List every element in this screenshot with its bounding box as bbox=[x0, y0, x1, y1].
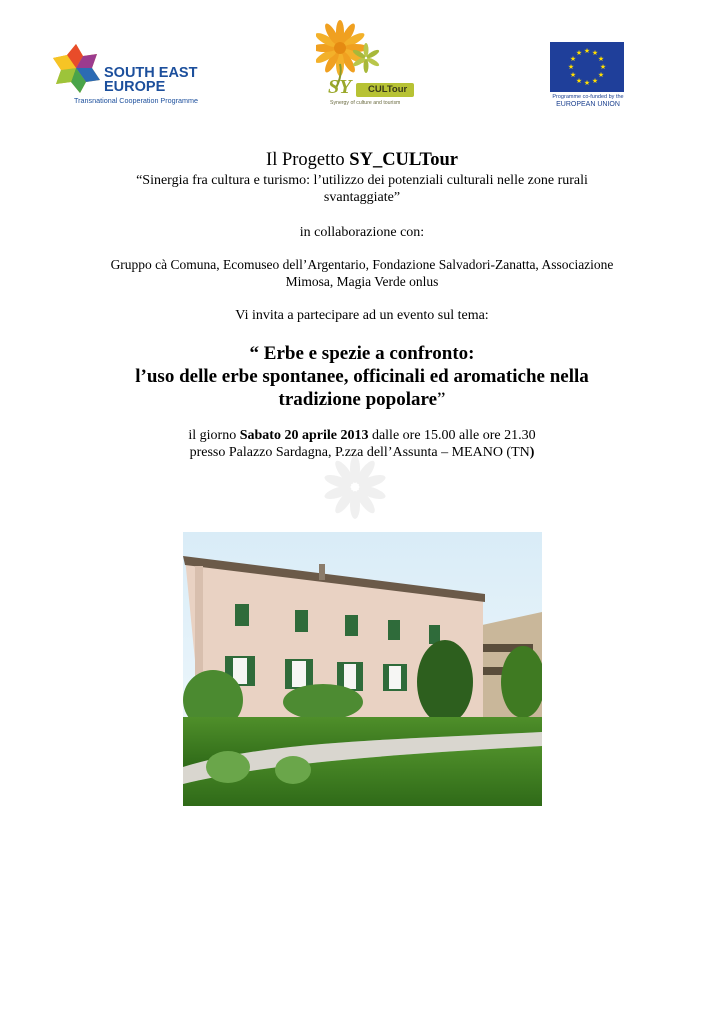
see-subtitle: Transnational Cooperation Programme bbox=[74, 96, 198, 105]
svg-text:★: ★ bbox=[567, 63, 575, 71]
page-title bbox=[0, 150, 724, 171]
svg-text:★: ★ bbox=[583, 47, 591, 55]
eu-cofunded-text: Programme co-funded by the bbox=[552, 94, 624, 100]
event-title-line3 bbox=[0, 388, 724, 411]
date-prefix: il giorno bbox=[188, 428, 240, 443]
palazzo-sardagna-photo bbox=[183, 532, 542, 806]
partners-line2: Mimosa, Magia Verde onlus bbox=[285, 274, 439, 289]
invite-text: Vi invita a partecipare ad un evento sul tema: bbox=[235, 308, 489, 323]
date-time: dalle ore 15.00 alle ore 21.30 bbox=[368, 428, 536, 443]
svg-text:★: ★ bbox=[591, 77, 599, 85]
svg-text:★: ★ bbox=[583, 79, 591, 87]
location-close-paren: ) bbox=[529, 445, 535, 460]
subtitle-line2: svantaggiate” bbox=[323, 190, 401, 205]
title-prefix: Il Progetto bbox=[266, 150, 350, 170]
sy-cultour-logo bbox=[316, 20, 420, 120]
svg-text:★: ★ bbox=[569, 71, 577, 79]
svg-text:★: ★ bbox=[569, 55, 577, 63]
watermark-flower-icon bbox=[300, 455, 410, 535]
svg-text:★: ★ bbox=[599, 63, 607, 71]
see-title-line2: EUROPE bbox=[104, 79, 166, 95]
svg-text:★: ★ bbox=[597, 71, 605, 79]
eu-logo bbox=[548, 42, 628, 112]
south-east-europe-star-icon bbox=[50, 42, 102, 94]
south-east-europe-logo bbox=[50, 42, 210, 104]
date-value: Sabato 20 aprile 2013 bbox=[239, 428, 369, 443]
svg-text:★: ★ bbox=[591, 49, 599, 57]
svg-text:★: ★ bbox=[575, 49, 583, 57]
event-title-line3-text: tradizione popolare bbox=[278, 389, 438, 410]
project-name: SY_CULTour bbox=[349, 150, 458, 170]
partners-line1: Gruppo cà Comuna, Ecomuseo dell’Argentario, Fondazione Salvadori-Zanatta, Associazione bbox=[110, 257, 614, 272]
event-date bbox=[0, 427, 724, 444]
eu-union-text: EUROPEAN UNION bbox=[556, 101, 620, 108]
subtitle-line1: “Sinergia fra cultura e turismo: l’utilizzo dei potenziali culturali nelle zone rurali bbox=[136, 173, 588, 188]
location-text: presso Palazzo Sardagna, P.zza dell’Assunta – MEANO (TN bbox=[189, 445, 530, 460]
sy-mark: SY bbox=[328, 76, 352, 98]
eu-flag-icon bbox=[550, 42, 624, 92]
event-title-close-quote: ” bbox=[437, 389, 446, 410]
collaboration-text: in collaborazione con: bbox=[299, 225, 425, 240]
cultour-name: CULTour bbox=[368, 84, 408, 95]
event-title-line1: “ Erbe e spezie a confronto: bbox=[249, 343, 475, 364]
see-title-line1: SOUTH EAST bbox=[104, 65, 198, 81]
event-title-line2: l’uso delle erbe spontanee, officinali ed aromatiche nella bbox=[135, 366, 589, 387]
cultour-tagline: Synergy of culture and tourism bbox=[330, 100, 401, 106]
svg-text:★: ★ bbox=[575, 77, 583, 85]
cultour-label-box bbox=[356, 83, 414, 97]
svg-text:★: ★ bbox=[597, 55, 605, 63]
